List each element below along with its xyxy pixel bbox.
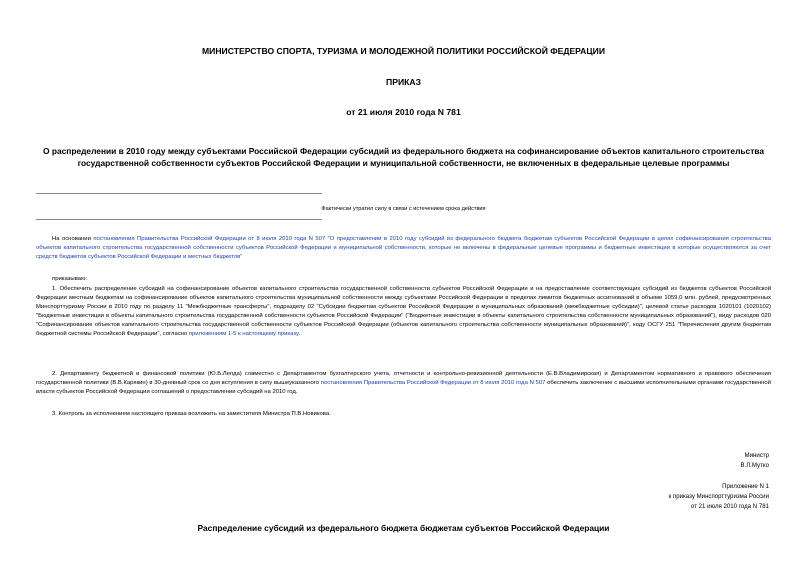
appendix-title: Распределение субсидий из федерального бюджета бюджетам субъектов Российской Федерации [197, 523, 610, 533]
ministry-name: МИНИСТЕРСТВО СПОРТА, ТУРИЗМА И МОЛОДЕЖНОЙ ПОЛИТИКИ РОССИЙСКОЙ ФЕДЕРАЦИИ [202, 46, 605, 56]
preamble-text: На основании [52, 236, 94, 242]
order-word: приказываю: [52, 276, 88, 282]
signature-name: В.Л.Мутко [740, 462, 769, 469]
item-2-end: обеспечить заключение с высшими исполнительными органами государственной власти субъектов Российской Федерации соглашений о предоставлении субсидий на 2010 год. [36, 379, 771, 395]
status-note: Фактически утратил силу в связи с истечением срока действия [321, 206, 486, 212]
appendix-order-ref: к приказу Минспорттуризма России [668, 493, 769, 500]
item-1-end: . [298, 330, 300, 337]
doc-date-number: от 21 июля 2010 года N 781 [346, 107, 461, 117]
doc-title: О распределении в 2010 году между субъектами Российской Федерации субсидий из федерального бюджета на софинансирование объектов капитального строительства государственной собственности субъектов Российской Федерации и муниципальной собственности, не включенных в федеральные целевые программы [43, 146, 764, 168]
item-2 [36, 370, 771, 397]
appendix-date: от 21 июля 2010 года N 781 [690, 503, 769, 510]
item-1-text: 1. Обеспечить распределение субсидий на софинансирование объектов капитального строительства государственной собственности субъектов Российской Федерации и на предоставление соответствующих субсидий из бюджетов субъектов Российской Федерации местным бюджетам на софинансирование объектов капитального строительства муниципальной собственности между субъектами Российской Федерации в пределах лимитов бюджетных ассигнований в объеме 1059,0 млн. рублей, предусмотренных Минспорттуризму России в 2010 году по разделу 11 "Межбюджетные трансферты", подразделу 02 "Субсидии бюджетам субъектов Российской Федерации и муниципальных образований (межбюджетные субсидии)", целевой статье расходов 1020101 (1020102) "Бюджетные инвестиции в объекты капитального строительства государственной собственности субъектов Российской Федерации" ("Бюджетные инвестиции в объекты капитального строительства собственности муниципальных образований"), виду расходов 020 "Софинансирование объектов капитального строительства государственной собственности субъектов Российской Федерации (объектов капитального строительства собственности муниципальных образований)", коду ОСГУ 251 "Перечисления другим бюджетам бюджетной системы Российской Федерации", согласно [36, 286, 771, 337]
signature-position: Министр [744, 452, 769, 459]
item-1 [36, 285, 771, 338]
appendix-label: Приложение N 1 [722, 483, 769, 490]
divider-bottom [36, 219, 322, 220]
divider-top [36, 193, 322, 194]
item-2-text: 2. Департаменту бюджетной и финансовой политики (Ю.Б.Лепда) совместно с Департаментом бухгалтерского учета, отчетности и контрольно-ревизионной деятельности (Е.В.Владимирская) и Департаментом нормативного и правового обеспечения государственной политики (В.В.Карякин) в 30-дневный срок со дня вступления в силу вышеуказанного [36, 371, 771, 386]
preamble-paragraph [36, 235, 771, 262]
item-1-link[interactable]: приложениям 1-5 к настоящему приказу [188, 330, 299, 337]
item-3: 3. Контроль за исполнением настоящего приказа возложить на заместителя Министра П.В.Новикова. [52, 411, 331, 417]
preamble-link[interactable]: постановления Правительства Российской Федерации от 8 июля 2010 года N 507 "О предоставлении в 2010 году субсидий из федерального бюджета бюджетам субъектов Российской Федерации в целях софинансирования строительства объектов капитального строительства государственной собственности субъектов Российской Федерации и муниципальной собственности, которые не включены в федеральные целевые программы и бюджетные инвестиции в которые осуществляются за счет средств бюджетов субъектов Российской Федерации и местных бюджетов" [36, 236, 771, 260]
doc-type: ПРИКАЗ [386, 77, 421, 87]
item-2-link[interactable]: постановления Правительства Российской Федерации от 8 июля 2010 года N 507 [320, 379, 546, 386]
